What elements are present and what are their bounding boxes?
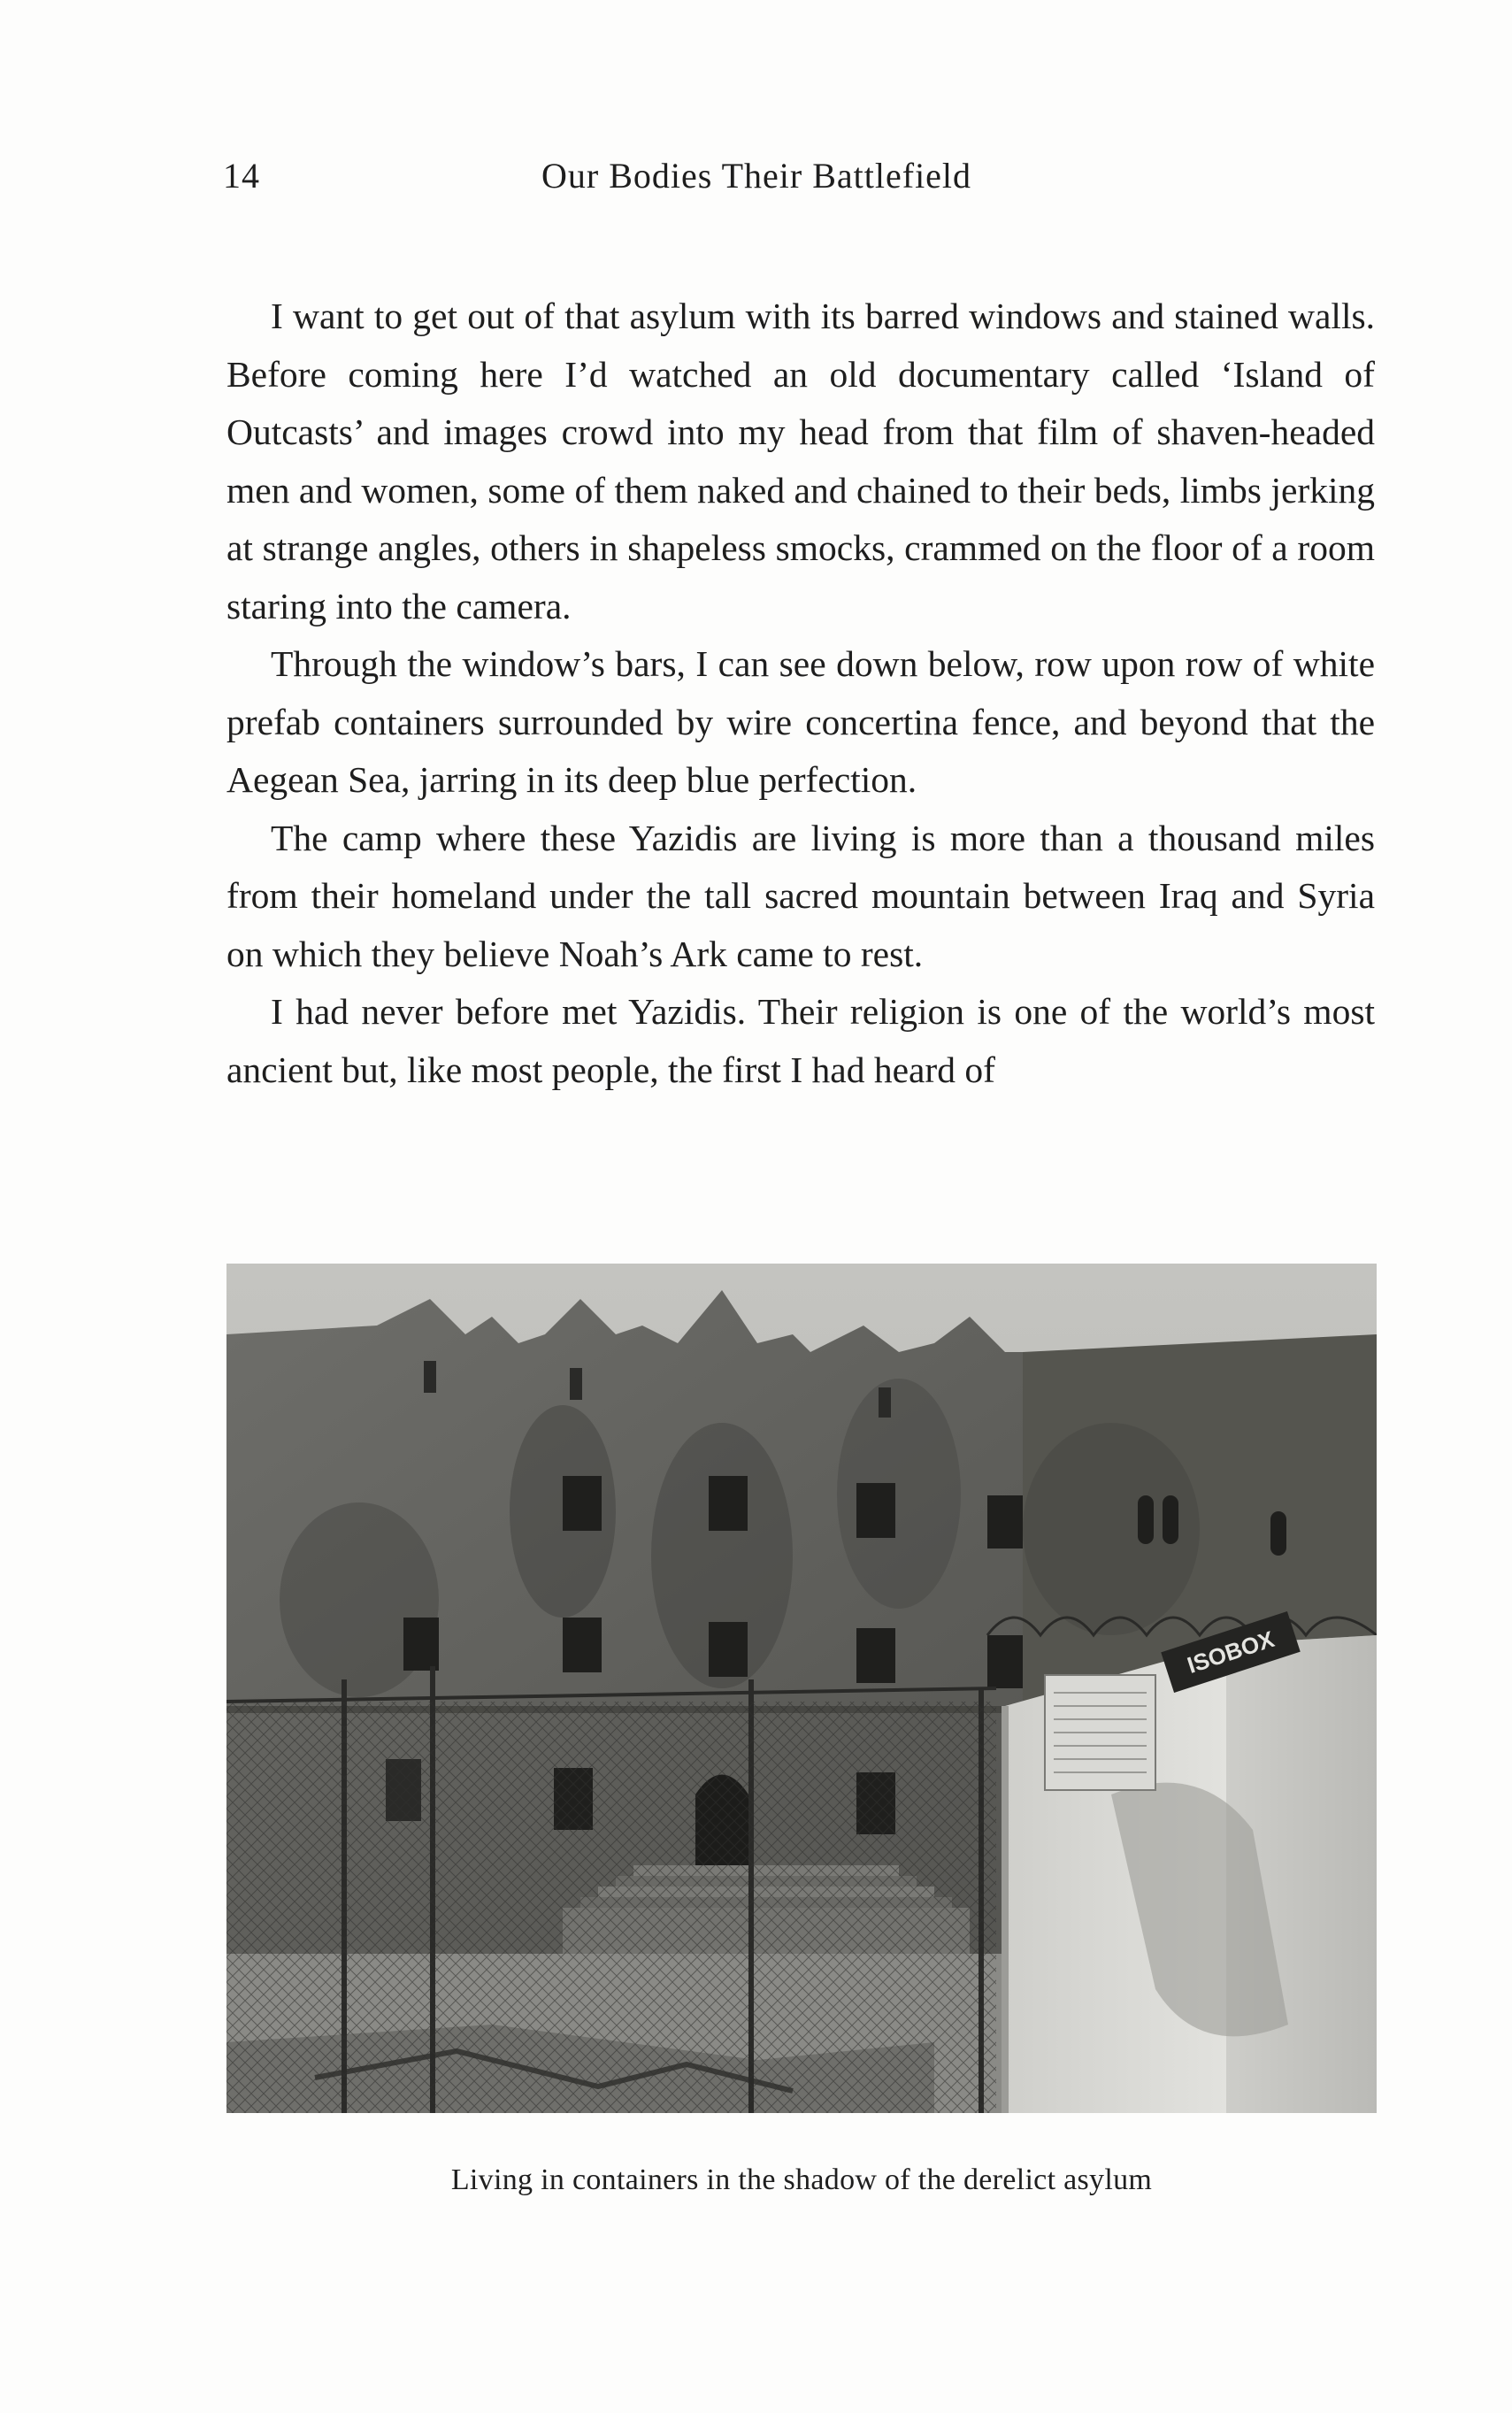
asylum-photo xyxy=(226,1264,1377,2113)
paragraph-2: Through the window’s bars, I can see down below, row upon row of white prefab containers surrounded by wire concertina fence, and beyond that the Aegean Sea, jarring in its deep blue perfection. xyxy=(226,643,1375,800)
paragraph-3: The camp where these Yazidis are living is more than a thousand miles from their homeland under the tall sacred mountain between Iraq and Syria on which they believe Noah’s Ark came to rest. xyxy=(226,817,1375,974)
paragraph-4: I had never before met Yazidis. Their religion is one of the world’s most ancient but, like most people, the first I had heard of xyxy=(226,991,1375,1090)
page-number: 14 xyxy=(223,156,260,196)
page-header xyxy=(223,155,1373,208)
paragraph-1: I want to get out of that asylum with its barred windows and stained walls. Before coming here I’d watched an old documentary called ‘Island of Outcasts’ and images crowd into my head from that film of shaven-headed men and women, some of them naked and chained to their beds, limbs jerking at strange angles, others in shapeless smocks, crammed on the floor of a room staring into the camera. xyxy=(226,296,1375,626)
asylum-photo-illustration xyxy=(226,1264,1377,2113)
isobox-label: ISOBOX xyxy=(1184,1625,1278,1679)
running-title: Our Bodies Their Battlefield xyxy=(541,156,972,196)
body-text xyxy=(226,288,1375,1099)
photo-caption: Living in containers in the shadow of the derelict asylum xyxy=(450,2163,1153,2196)
